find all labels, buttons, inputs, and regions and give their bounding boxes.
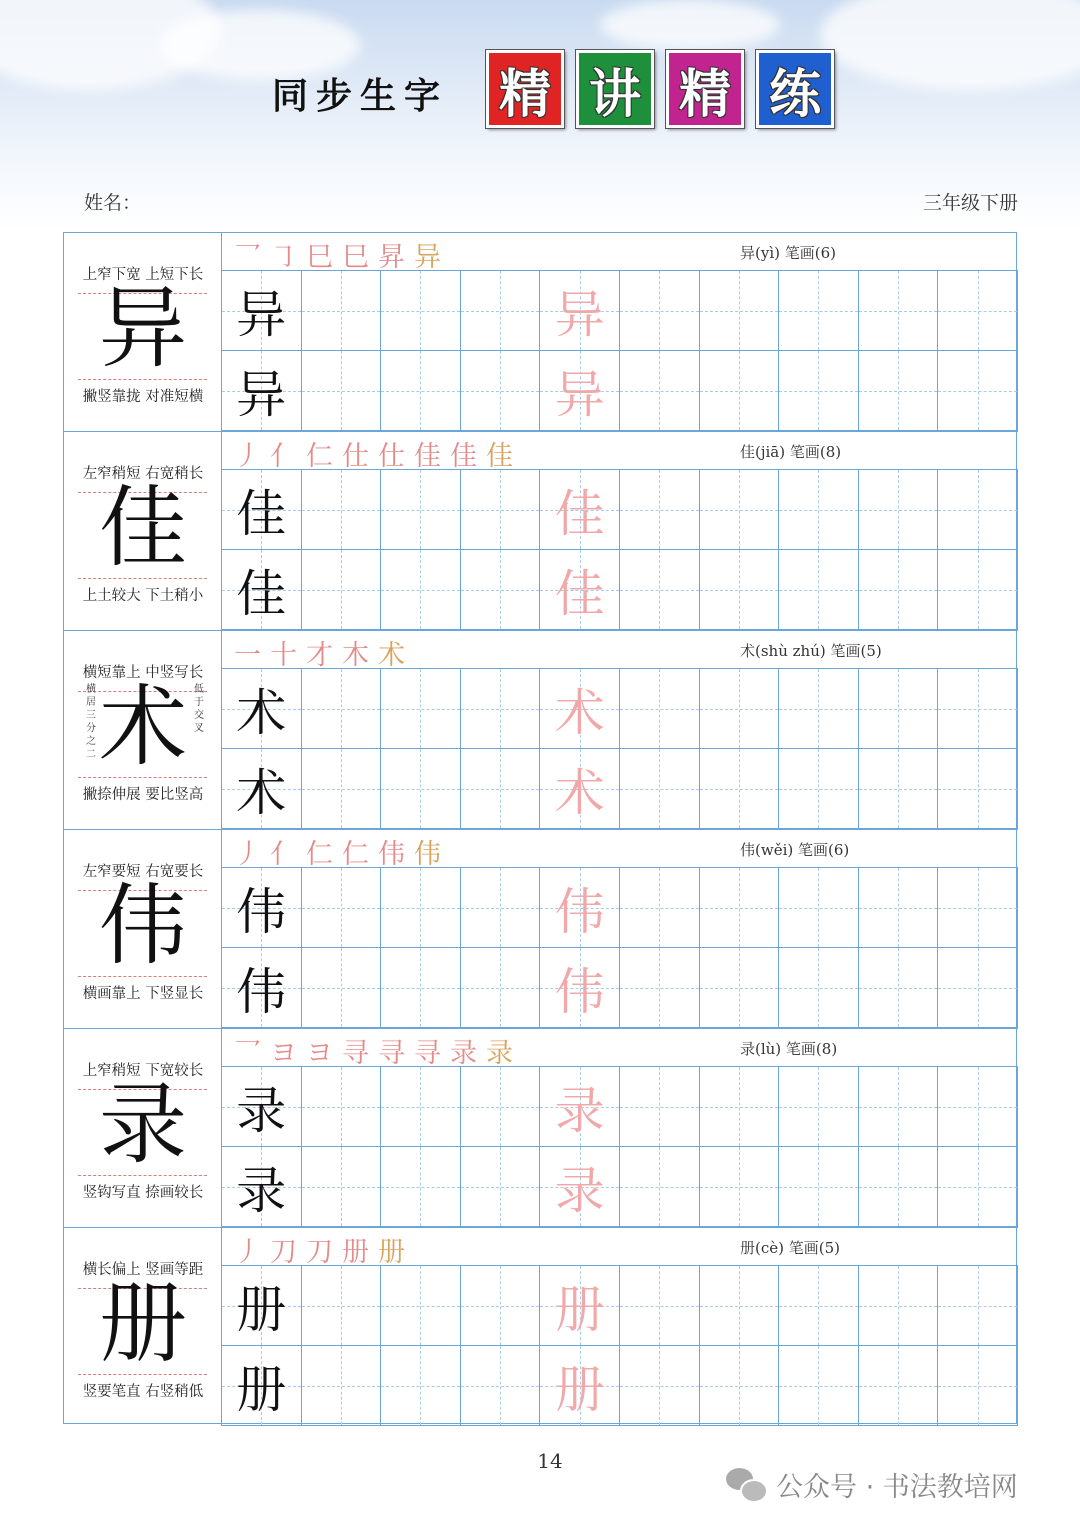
stroke-step: 仁 [306,839,342,870]
char-block [64,830,1018,1029]
stroke-step: 伟 [414,839,450,870]
writing-box[interactable] [620,749,700,829]
char-block [64,631,1018,830]
writing-box[interactable] [620,669,700,749]
trace-character: 录 [554,1081,605,1140]
grid-box [222,669,302,749]
writing-box[interactable] [381,1147,461,1227]
writing-box[interactable] [620,1147,700,1227]
writing-box[interactable] [859,1346,939,1426]
badge-jiang: 讲 [576,50,654,128]
writing-tip-bottom: 竖要笔直 右竖稍低 [82,1384,204,1400]
stroke-order-row [222,830,1018,868]
writing-box[interactable] [779,1346,859,1426]
writing-box[interactable] [700,1147,780,1227]
writing-box[interactable] [859,1266,939,1346]
writing-box[interactable] [779,550,859,630]
stroke-step: 仁 [306,441,342,472]
stroke-step: 伟 [378,839,414,870]
grid-box [540,470,620,550]
trace-character: 册 [554,1360,605,1419]
writing-box[interactable] [938,1346,1018,1426]
stroke-step: 刀 [306,1237,342,1268]
writing-tip-bottom: 竖钩写直 捺画较长 [82,1185,204,1201]
writing-box[interactable] [859,470,939,550]
stroke-step: 木 [342,640,378,671]
writing-box[interactable] [461,1266,541,1346]
writing-tip-top: 横短靠上 中竖写长 [82,665,204,681]
char-block [64,1228,1018,1427]
writing-box[interactable] [302,669,382,749]
writing-box[interactable] [381,1266,461,1346]
writing-box[interactable] [779,1067,859,1147]
trace-character: 术 [554,683,605,742]
model-character: 术 [98,675,187,778]
stroke-sequence [234,832,450,871]
writing-box[interactable] [700,550,780,630]
stroke-step: 仕 [342,441,378,472]
stroke-order-row [222,432,1018,470]
stroke-sequence [234,633,414,672]
writing-box[interactable] [381,1346,461,1426]
writing-box[interactable] [938,470,1018,550]
writing-box[interactable] [938,868,1018,948]
sample-character: 录 [236,1161,287,1220]
practice-grid [222,470,1018,630]
writing-box[interactable] [381,271,461,351]
grid-box [222,1266,302,1346]
writing-box[interactable] [620,948,700,1028]
writing-tip-bottom: 撇捺伸展 要比竖高 [82,787,204,803]
stroke-step: 佳 [450,441,486,472]
badge-jing-2: 精 [666,50,744,128]
writing-box[interactable] [700,749,780,829]
writing-box[interactable] [381,351,461,431]
writing-tip-top: 左窄要短 右宽要长 [82,864,204,880]
stroke-step: 才 [306,640,342,671]
grid-box [222,351,302,431]
writing-box[interactable] [700,351,780,431]
writing-box[interactable] [938,550,1018,630]
writing-tip-top: 上窄稍短 下宽较长 [82,1063,204,1079]
stroke-order-row [222,1228,1018,1266]
writing-box[interactable] [461,1147,541,1227]
stroke-step: 仁 [342,839,378,870]
stroke-sequence [234,434,522,473]
writing-box[interactable] [302,271,382,351]
sample-character: 册 [236,1280,287,1339]
grid-box [540,669,620,749]
writing-box[interactable] [461,271,541,351]
stroke-step: 佳 [414,441,450,472]
char-info: 册(cè) 笔画(5) [740,1239,840,1257]
grid-box [222,868,302,948]
trace-character: 伟 [554,882,605,941]
writing-box[interactable] [700,1067,780,1147]
writing-box[interactable] [302,470,382,550]
char-info: 术(shù zhú) 笔画(5) [740,642,882,660]
side-note-right: 低于交叉 [194,684,204,734]
grid-box [540,948,620,1028]
writing-box[interactable] [779,351,859,431]
sample-character: 伟 [236,962,287,1021]
practice-grid [222,669,1018,829]
char-info: 佳(jiā) 笔画(8) [740,443,842,461]
writing-box[interactable] [381,868,461,948]
trace-character: 异 [554,285,605,344]
page-title: 同步生字 [272,76,449,117]
writing-box[interactable] [779,749,859,829]
writing-box[interactable] [302,351,382,431]
stroke-step: ㇆ [270,242,306,273]
writing-box[interactable] [302,1147,382,1227]
stroke-order-row [222,233,1018,271]
char-guide-cell [64,233,222,431]
writing-box[interactable] [700,669,780,749]
writing-tip-top: 横长偏上 竖画等距 [82,1262,204,1278]
writing-box[interactable] [461,749,541,829]
grid-box [540,1266,620,1346]
writing-tip-top: 上窄下宽 上短下长 [82,267,204,283]
stroke-step: 巳 [342,242,378,273]
writing-box[interactable] [779,271,859,351]
stroke-step: 册 [342,1237,378,1268]
wechat-icon [726,1468,766,1502]
writing-box[interactable] [461,868,541,948]
grid-box [540,1147,620,1227]
stroke-step: 录 [486,1038,522,1069]
practice-sheet [63,232,1017,1424]
writing-box[interactable] [700,271,780,351]
writing-box[interactable] [859,868,939,948]
model-character: 伟 [98,874,187,977]
writing-box[interactable] [938,749,1018,829]
trace-character: 伟 [554,962,605,1021]
writing-box[interactable] [859,948,939,1028]
model-character: 佳 [98,476,187,579]
stroke-order-row [222,1029,1018,1067]
writing-box[interactable] [700,470,780,550]
writing-box[interactable] [859,271,939,351]
writing-box[interactable] [700,1346,780,1426]
writing-box[interactable] [302,1346,382,1426]
writing-box[interactable] [700,1266,780,1346]
stroke-order-row [222,631,1018,669]
writing-box[interactable] [779,1147,859,1227]
writing-box[interactable] [381,669,461,749]
char-info: 异(yì) 笔画(6) [740,244,836,262]
stroke-step: 丿 [234,1237,270,1268]
trace-character: 术 [554,763,605,822]
grid-box [540,271,620,351]
grid-box [540,1067,620,1147]
writing-box[interactable] [938,351,1018,431]
writing-box[interactable] [461,1346,541,1426]
grid-box [540,868,620,948]
writing-box[interactable] [381,1067,461,1147]
stroke-step: 丿 [234,839,270,870]
writing-box[interactable] [859,749,939,829]
char-guide-cell [64,631,222,829]
sample-character: 佳 [236,484,287,543]
stroke-step: 亻 [270,839,306,870]
trace-character: 异 [554,365,605,424]
writing-box[interactable] [381,749,461,829]
writing-box[interactable] [461,1067,541,1147]
writing-box[interactable] [381,470,461,550]
stroke-step: 寻 [342,1038,378,1069]
writing-box[interactable] [938,271,1018,351]
writing-box[interactable] [859,669,939,749]
writing-box[interactable] [700,948,780,1028]
stroke-step: 异 [414,242,450,273]
stroke-step: 仕 [378,441,414,472]
practice-grid [222,1266,1018,1426]
char-block [64,233,1018,432]
writing-tip-bottom: 上土较大 下土稍小 [82,588,204,604]
sample-character: 异 [236,365,287,424]
stroke-sequence [234,235,450,274]
stroke-step: 寻 [414,1038,450,1069]
sample-character: 伟 [236,882,287,941]
practice-grid [222,868,1018,1028]
char-info: 伟(wěi) 笔画(6) [740,841,850,859]
writing-box[interactable] [859,1067,939,1147]
grid-box [222,1147,302,1227]
writing-box[interactable] [302,1067,382,1147]
grid-box [222,1346,302,1426]
stroke-step: 刀 [270,1237,306,1268]
watermark [726,1465,1018,1504]
char-guide-cell [64,1228,222,1426]
sample-character: 册 [236,1360,287,1419]
writing-box[interactable] [859,550,939,630]
stroke-step: ヨ [306,1038,342,1069]
char-guide-cell [64,1029,222,1227]
title-badges [486,50,834,128]
stroke-step: 丿 [234,441,270,472]
trace-character: 佳 [554,564,605,623]
writing-box[interactable] [461,351,541,431]
writing-box[interactable] [461,948,541,1028]
grid-box [540,1346,620,1426]
page-number: 14 [537,1449,563,1473]
sample-character: 佳 [236,564,287,623]
practice-grid [222,271,1018,431]
writing-box[interactable] [461,550,541,630]
char-block [64,1029,1018,1228]
char-guide-cell [64,432,222,630]
grid-box [222,948,302,1028]
model-character: 录 [98,1073,187,1176]
writing-tip-bottom: 横画靠上 下竖显长 [82,986,204,1002]
stroke-step: 十 [270,640,306,671]
grid-box [222,550,302,630]
writing-box[interactable] [779,669,859,749]
stroke-sequence [234,1230,414,1269]
stroke-step: 一 [234,640,270,671]
stroke-sequence [234,1031,522,1070]
badge-lian: 练 [756,50,834,128]
side-note-left: 横居三分之二 [86,684,96,760]
writing-box[interactable] [620,470,700,550]
grid-box [540,749,620,829]
grid-box [222,470,302,550]
badge-jing-1: 精 [486,50,564,128]
writing-box[interactable] [859,1147,939,1227]
writing-box[interactable] [381,550,461,630]
writing-box[interactable] [381,948,461,1028]
writing-box[interactable] [302,550,382,630]
stroke-step: 巳 [306,242,342,273]
writing-box[interactable] [938,1147,1018,1227]
grid-box [222,1067,302,1147]
grade-label: 三年级下册 [922,192,1018,214]
stroke-step: 亻 [270,441,306,472]
sample-character: 异 [236,285,287,344]
trace-character: 册 [554,1280,605,1339]
writing-box[interactable] [779,1266,859,1346]
char-block [64,432,1018,631]
grid-box [540,351,620,431]
writing-tip-top: 左窄稍短 右宽稍长 [82,466,204,482]
writing-box[interactable] [859,351,939,431]
trace-character: 佳 [554,484,605,543]
writing-box[interactable] [938,1266,1018,1346]
model-character: 册 [98,1272,187,1375]
writing-box[interactable] [620,1346,700,1426]
stroke-step: 寻 [378,1038,414,1069]
stroke-step: 册 [378,1237,414,1268]
writing-box[interactable] [620,271,700,351]
practice-grid [222,1067,1018,1227]
model-character: 异 [98,277,187,380]
sample-character: 录 [236,1081,287,1140]
name-label: 姓名： [84,192,142,214]
writing-box[interactable] [700,868,780,948]
writing-box[interactable] [938,1067,1018,1147]
trace-character: 录 [554,1161,605,1220]
writing-box[interactable] [779,470,859,550]
writing-box[interactable] [302,749,382,829]
writing-box[interactable] [779,948,859,1028]
writing-box[interactable] [302,948,382,1028]
writing-box[interactable] [461,470,541,550]
writing-box[interactable] [779,868,859,948]
writing-box[interactable] [620,550,700,630]
char-info: 录(lù) 笔画(8) [740,1040,838,1058]
stroke-step: 佳 [486,441,522,472]
writing-box[interactable] [620,351,700,431]
writing-box[interactable] [302,1266,382,1346]
grid-box [540,550,620,630]
grid-box [222,749,302,829]
stroke-step: ヨ [270,1038,306,1069]
stroke-step: 昇 [378,242,414,273]
writing-box[interactable] [461,669,541,749]
char-guide-cell [64,830,222,1028]
writing-tip-bottom: 撇竖靠拢 对准短横 [82,389,204,405]
stroke-step: 乛 [234,242,270,273]
stroke-step: 录 [450,1038,486,1069]
watermark-text: 公众号 · 书法教培网 [776,1472,1018,1503]
sample-character: 术 [236,763,287,822]
writing-box[interactable] [302,868,382,948]
writing-box[interactable] [620,1266,700,1346]
sample-character: 术 [236,683,287,742]
writing-box[interactable] [620,868,700,948]
writing-box[interactable] [620,1067,700,1147]
stroke-step: 术 [378,640,414,671]
stroke-step: 乛 [234,1038,270,1069]
writing-box[interactable] [938,948,1018,1028]
grid-box [222,271,302,351]
writing-box[interactable] [938,669,1018,749]
